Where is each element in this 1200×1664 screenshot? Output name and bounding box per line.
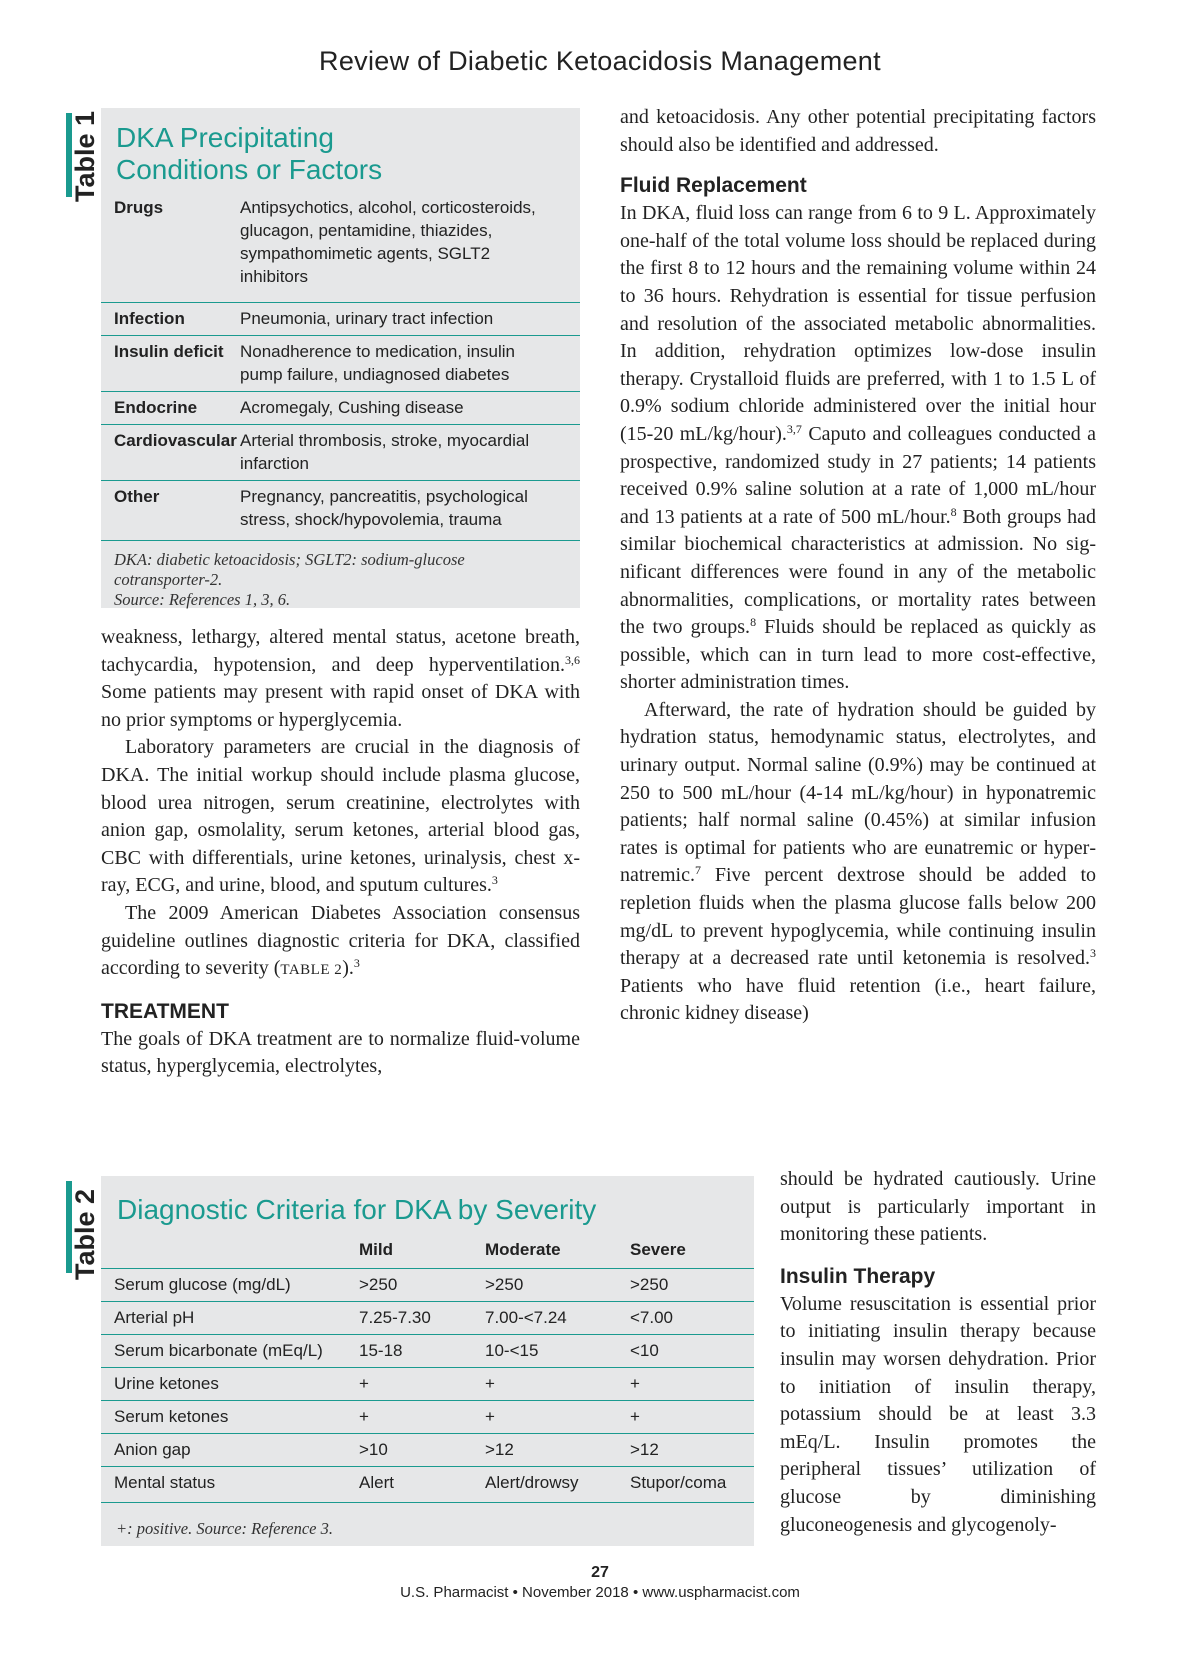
body-paragraph	[620, 200, 1096, 697]
table2-cell: Stupor/coma	[630, 1473, 727, 1492]
page-number: 27	[591, 1564, 609, 1581]
citation: 3	[353, 956, 360, 971]
table1-row-key: Cardiovascular	[114, 431, 237, 450]
body-paragraph: Volume resuscitation is essential prior to initiating insulin therapy because insulin may worsen dehydration. Prior to initiation of insulin therapy, potassium should be at least 3.3 mEq/L. Insulin promotes the peripheral tissues’ utilization of glucose by diminishing gluconeogenesis and glycogenoly-	[780, 1292, 1096, 1536]
paragraph-text: In DKA, fluid loss can range from 6 to 9 L. Approximately one-half of the total volume loss should be replaced during the first 8 to 12 hours and the remaining volume within 24 to 36 hours. Rehydration is essential for tissue perfusion and resolution of the associated metabolic abnormalities. In addition, rehydration optimizes low-dose insulin therapy. Crystalloid fluids are preferred, with 1 to 1.5 L of 0.9% sodium chloride administered over the initial hour (15-20 mL/kg/hour).	[620, 202, 1096, 445]
table1-row	[101, 192, 580, 303]
table2-row-label: Mental status	[114, 1473, 216, 1492]
table1-row-key: Endocrine	[114, 398, 198, 417]
table1-title-line2: Conditions or Factors	[116, 154, 383, 185]
table2-cell: >10	[359, 1440, 388, 1459]
table2-cell: 15-18	[359, 1341, 403, 1360]
table2-cell: >12	[630, 1440, 659, 1459]
table2-row-label: Serum ketones	[114, 1407, 229, 1426]
paragraph-text: Both groups had similar biochemical characteristics at admission. No significant differences were found in any of the metabolic abnormalities, complications, or mortality rates between the two groups.	[620, 505, 1097, 639]
citation: 7	[694, 863, 701, 878]
body-paragraph	[620, 697, 1096, 1028]
table2-row-label: Urine ketones	[114, 1374, 219, 1393]
paragraph-text: Caputo and colleagues conducted a prospective, randomized study in 27 patients; 14 patients received 0.9% saline solution at a rate of 1,000 mL/hour and 13 patients at a rate of 500 mL/hour.	[620, 422, 1096, 528]
table2-cell: +	[359, 1407, 369, 1426]
citation: 8	[750, 615, 757, 630]
table1-row-value: Pneumonia, urinary tract infection	[240, 309, 494, 328]
table2-cell: >250	[630, 1275, 669, 1294]
table2-row-label: Arterial pH	[114, 1308, 195, 1327]
table1-row-value: Arterial thrombosis, stroke, myocardial infarction	[240, 431, 530, 473]
paragraph-text: Some patients may present with rapid onset of DKA with no prior symptoms or hyperglycemia.	[101, 681, 580, 731]
table1-row-key: Drugs	[114, 198, 164, 217]
table1-row	[101, 303, 580, 336]
citation: 8	[950, 504, 957, 519]
body-paragraph	[101, 734, 580, 900]
table2-cell: >12	[485, 1440, 514, 1459]
paragraph-text: The 2009 American Diabetes Association consensus guideline outlines diagnostic criteria for DKA, classified according to severity (	[101, 901, 580, 980]
table1-box	[101, 108, 580, 608]
table2-row-label: Serum glucose (mg/dL)	[114, 1275, 291, 1294]
table1-row-value: Antipsychotics, alcohol, corticosteroids, glucagon, pentamidine, thiazides, sympathomimetic agents, SGLT2 inhibitors	[240, 198, 536, 286]
table2-box	[101, 1176, 754, 1546]
table2-cell: <7.00	[630, 1308, 674, 1327]
table2-col-header: Mild	[359, 1240, 393, 1259]
table2-cell: +	[485, 1407, 495, 1426]
body-paragraph: should be hydrated cautiously. Urine output is particularly important in monitoring these patients.	[780, 1168, 1096, 1246]
section-heading-treatment: TREATMENT	[101, 999, 229, 1023]
table2-row-label: Serum bicarbonate (mEq/L)	[114, 1341, 323, 1360]
table2-cell: +	[359, 1374, 369, 1393]
table2-cell: 7.25-7.30	[359, 1308, 431, 1327]
paragraph-text: Patients who have fluid retention (i.e., heart failure, chronic kidney disease)	[620, 974, 1096, 1025]
paragraph-text: Fluids should be replaced as quickly as possible, which can in turn lead to more cost-effective, shorter administration times.	[620, 616, 1096, 694]
table1-row	[101, 481, 580, 541]
table2-row	[101, 1466, 754, 1498]
citation: 3,7	[786, 421, 802, 436]
table2-bottom-rule	[101, 1502, 754, 1503]
section-heading-insulin-therapy: Insulin Therapy	[780, 1264, 936, 1288]
table2-cell: 10-<15	[485, 1341, 539, 1360]
table2-label: Table 2	[70, 1188, 100, 1280]
paragraph-text: ).	[342, 957, 354, 980]
body-paragraph	[101, 624, 580, 734]
table1-note-source: Source: References 1, 3, 6.	[114, 590, 291, 609]
table1-row-value: Nonadherence to medication, insulin pump failure, undiagnosed diabetes	[240, 342, 516, 384]
paragraph-text: weakness, lethargy, altered mental status, acetone breath, tachycardia, hypotension, and deep hyperventilation.	[101, 626, 580, 676]
table1-note-abbrev: DKA: diabetic ketoacidosis; SGLT2: sodium-glucose cotransporter-2.	[114, 550, 465, 589]
table2-cell: 7.00-<7.24	[485, 1308, 567, 1327]
table2-row-label: Anion gap	[114, 1440, 191, 1459]
running-header: Review of Diabetic Ketoacidosis Management	[319, 46, 881, 76]
table2-row	[101, 1301, 754, 1333]
table2-row	[101, 1268, 754, 1300]
citation: 3	[1090, 946, 1096, 961]
table2-row	[101, 1433, 754, 1465]
citation: 3	[491, 873, 498, 888]
table1-footnote	[114, 550, 534, 610]
table2-footnote: +: positive. Source: Reference 3.	[116, 1519, 333, 1538]
table2-cell: >250	[485, 1275, 524, 1294]
section-heading-fluid-replacement: Fluid Replacement	[620, 174, 807, 198]
table1-row	[101, 336, 580, 392]
body-paragraph: The goals of DKA treatment are to normalize fluid-volume status, hyperglycemia, electrolytes,	[101, 1027, 580, 1078]
table1-title-line1: DKA Precipitating	[116, 122, 334, 153]
table2-cell: Alert/drowsy	[485, 1473, 579, 1492]
table2-row	[101, 1400, 754, 1432]
table2-row	[101, 1367, 754, 1399]
table1-row-key: Insulin deficit	[114, 342, 224, 361]
table1-row	[101, 425, 580, 481]
table1-row	[101, 392, 580, 425]
body-paragraph: and ketoacidosis. Any other potential precipitating factors should also be identified and addressed.	[620, 106, 1096, 156]
table1-title	[116, 122, 382, 186]
table2-cell: >250	[359, 1275, 398, 1294]
table2-cell: <10	[630, 1341, 659, 1360]
table1-row-value: Pregnancy, pancreatitis, psychological stress, shock/hypovolemia, trauma	[240, 487, 528, 529]
table2-cell: +	[630, 1374, 640, 1393]
table2-title: Diagnostic Criteria for DKA by Severity	[117, 1194, 597, 1225]
table1-row-value: Acromegaly, Cushing disease	[240, 398, 464, 417]
table1-row-key: Infection	[114, 309, 185, 328]
body-paragraph	[101, 900, 580, 985]
table2-cell: Alert	[359, 1473, 394, 1492]
table-reference: TABLE 2	[280, 962, 343, 979]
table2-cell: +	[630, 1407, 640, 1426]
paragraph-text: Laboratory parameters are crucial in the diagnosis of DKA. The initial workup should include plasma glucose, blood urea nitrogen, serum creatinine, electrolytes with anion gap, osmolality, serum ketones, arterial blood gas, CBC with differentials, urine ketones, urinalysis, chest x-ray, ECG, and urine, blood, and sputum cultures.	[101, 736, 580, 897]
right-column	[620, 104, 1096, 1028]
left-column	[101, 624, 580, 1081]
table2-row	[101, 1334, 754, 1366]
paragraph-text: Afterward, the rate of hydration should be guided by hydration status, hemodynamic status, electrolytes, and urinary output. Normal saline (0.9%) may be continued at 250 to 500 mL/hour (4-14 mL/kg/hour) in hyponatremic patients; half normal saline (0.45%) at similar infusion rates is optimal for patients who are eunatremic or hypernatremic.	[620, 698, 1096, 887]
publication-footer: U.S. Pharmacist • November 2018 • www.uspharmacist.com	[400, 1584, 800, 1601]
table1-label: Table 1	[70, 110, 100, 202]
table2-col-header: Moderate	[485, 1240, 561, 1259]
paragraph-text: Five percent dextrose should be added to repletion fluids when the plasma glucose falls below 200 mg/dL to prevent hypoglycemia, while continuing insulin therapy at a decreased rate until ketonemia is resolved.	[620, 864, 1096, 970]
table2-col-header: Severe	[630, 1240, 686, 1259]
table2-cell: +	[485, 1374, 495, 1393]
right-narrow-column	[780, 1166, 1096, 1539]
citation: 3,6	[565, 652, 580, 667]
table1-row-key: Other	[114, 487, 160, 506]
